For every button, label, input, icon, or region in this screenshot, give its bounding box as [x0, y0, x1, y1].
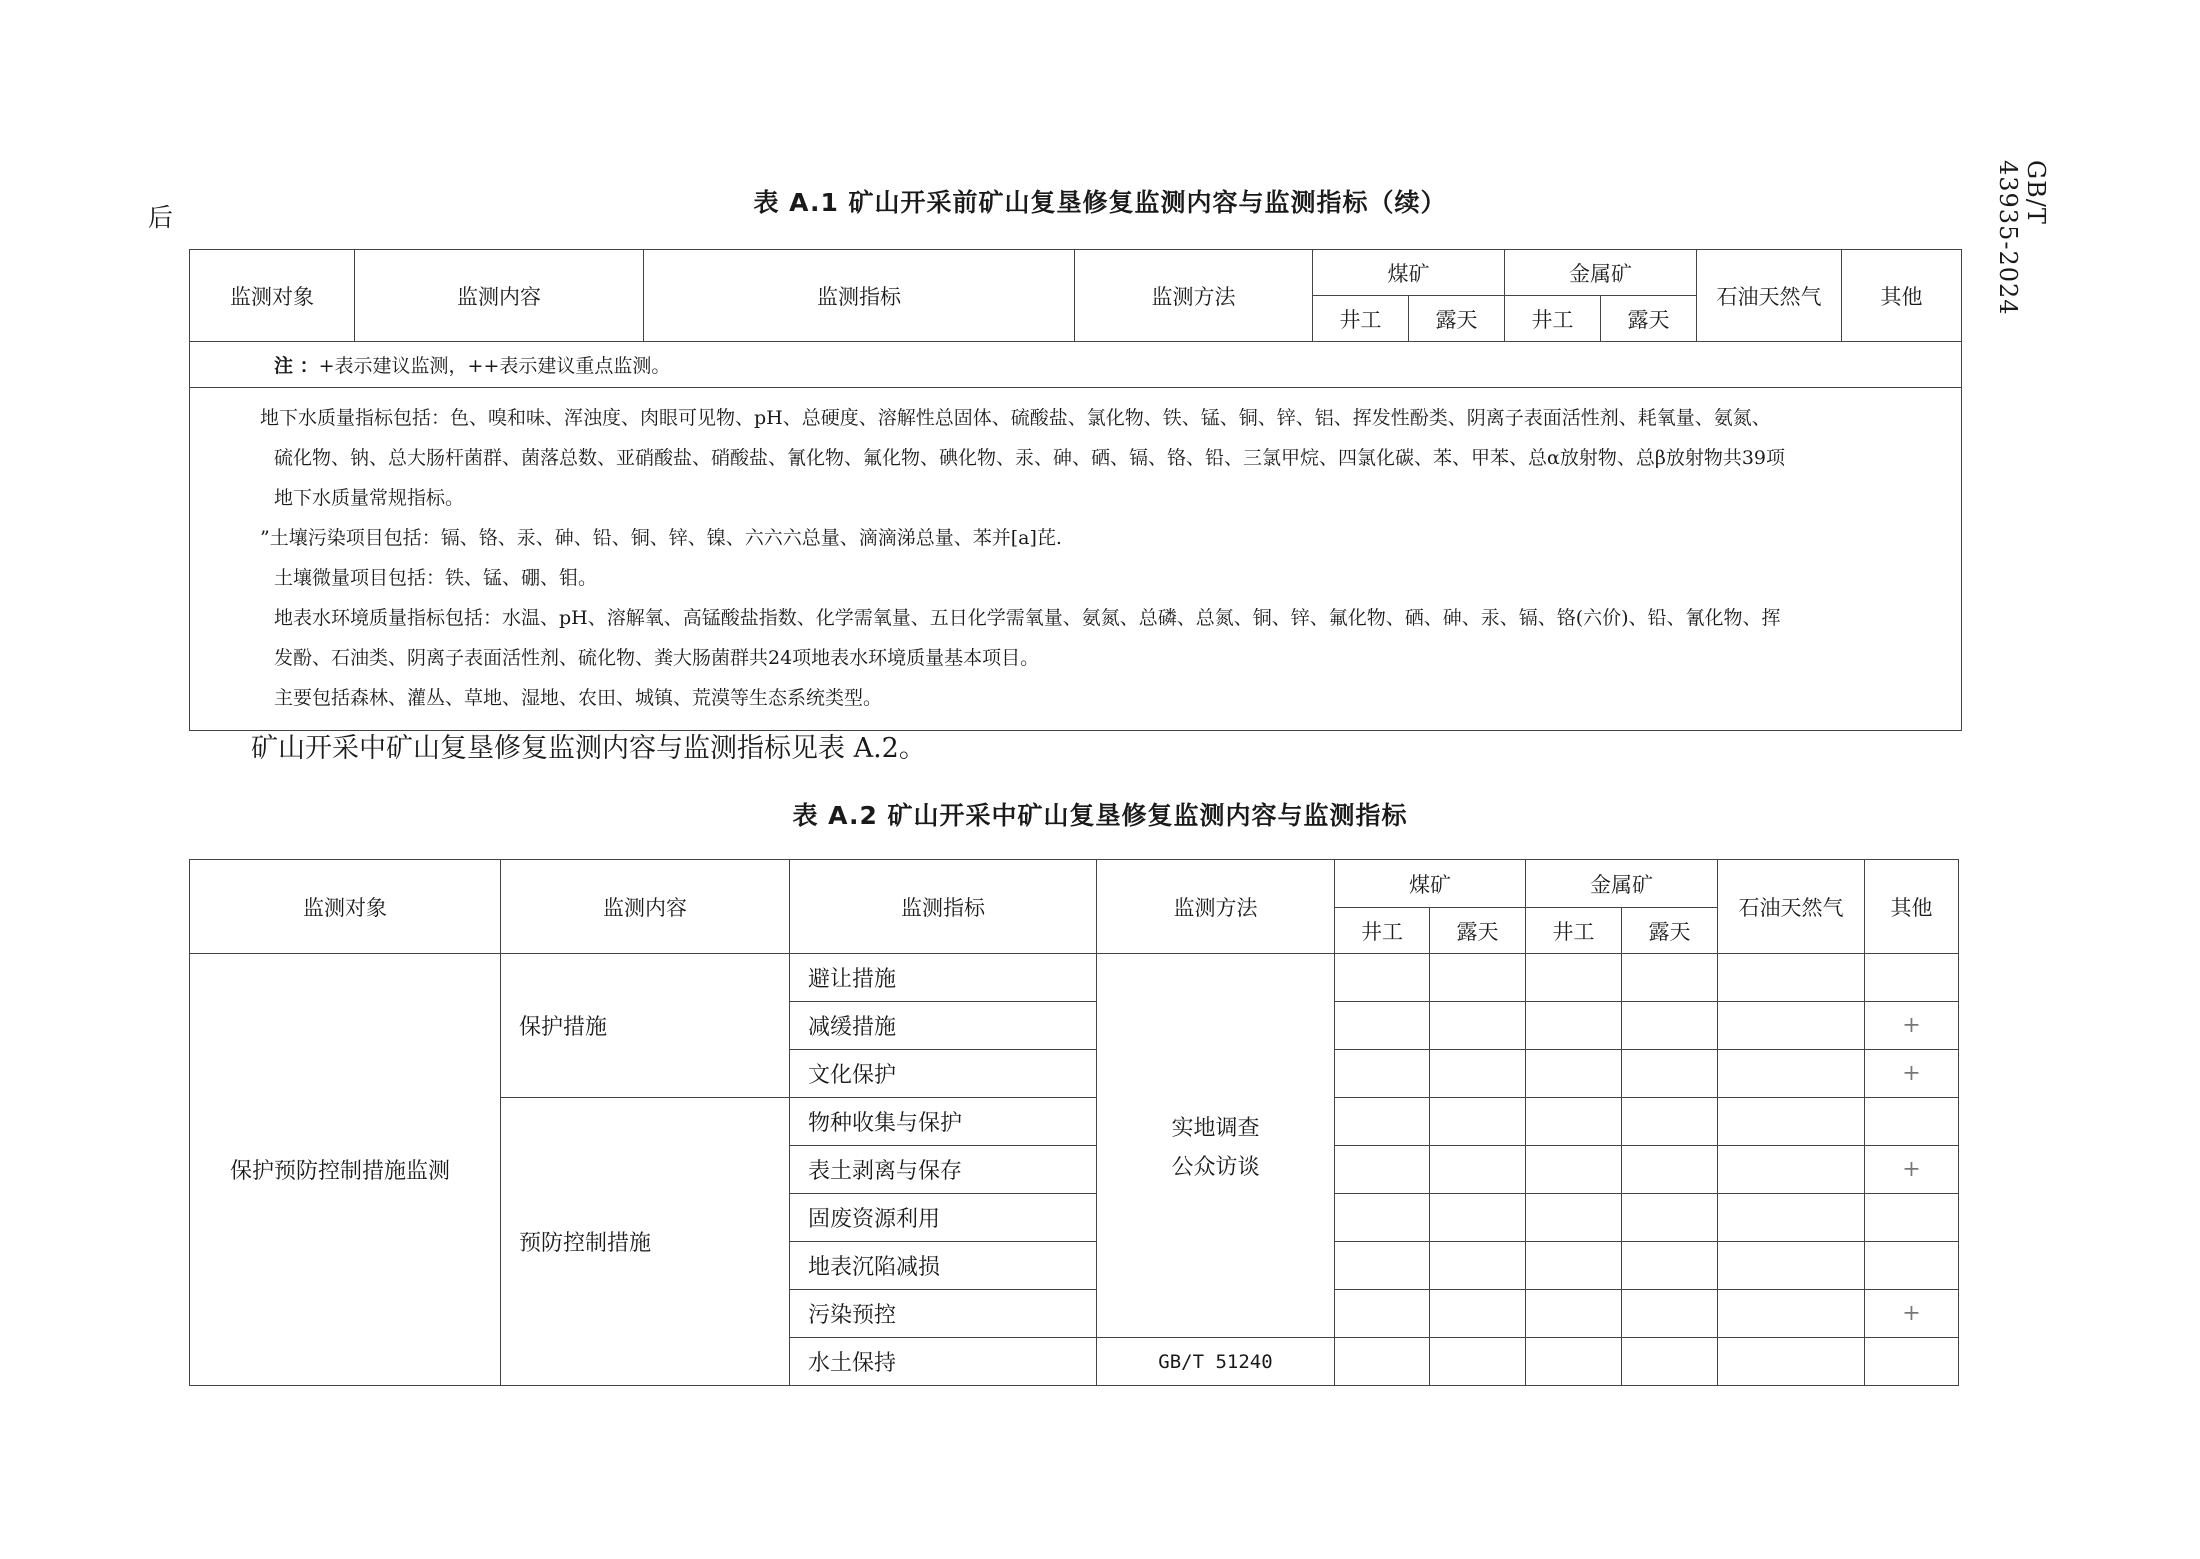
header-method: 监测方法 [1097, 860, 1335, 954]
note-label: 注 ： [274, 355, 319, 377]
other-mark: + [1865, 1290, 1959, 1338]
indicator-cell: 物种收集与保护 [790, 1098, 1097, 1146]
other-mark [1865, 1338, 1959, 1386]
table-footnotes [190, 388, 1962, 731]
footnote-line: ”土壤污染项目包括：镉、铬、汞、砷、铅、铜、锌、镍、六六六总量、滴滴涕总量、苯并[a]芘. [260, 527, 1062, 549]
footnote-line: 地表水环境质量指标包括：水温、pH、溶解氧、高锰酸盐指数、化学需氧量、五日化学需氧量、氨氮、总磷、总氮、铜、锌、氟化物、硒、砷、汞、镉、铬(六价)、铅、氰化物、挥 [274, 607, 1781, 629]
content-group-prevention: 预防控制措施 [501, 1098, 790, 1386]
other-mark [1865, 1242, 1959, 1290]
header-other: 其他 [1865, 860, 1959, 954]
header-metal-openpit: 露天 [1601, 296, 1697, 342]
table-a2-title: 表 A.2 矿山开采中矿山复垦修复监测内容与监测指标 [792, 801, 1408, 830]
table-note [190, 342, 1962, 388]
content-group-protection: 保护措施 [501, 954, 790, 1098]
header-oilgas: 石油天然气 [1697, 250, 1842, 342]
other-mark: + [1865, 1050, 1959, 1098]
table-a1-title: 表 A.1 矿山开采前矿山复垦修复监测内容与监测指标（续） [753, 188, 1447, 217]
standard-number: 43935-2024 [1994, 160, 2022, 316]
header-content: 监测内容 [501, 860, 790, 954]
body-paragraph: 矿山开采中矿山复垦修复监测内容与监测指标见表 A.2。 [251, 733, 926, 764]
header-coal: 煤矿 [1335, 860, 1526, 908]
method-line: 实地调查 [1171, 1115, 1260, 1141]
header-metal: 金属矿 [1526, 860, 1718, 908]
table-a2 [189, 859, 1959, 1386]
header-coal-underground: 井工 [1313, 296, 1409, 342]
other-mark [1865, 1194, 1959, 1242]
note-text: +表示建议监测，++表示建议重点监测。 [318, 355, 671, 377]
header-metal: 金属矿 [1505, 250, 1697, 296]
corner-character: 后 [148, 203, 174, 232]
header-metal-underground: 井工 [1505, 296, 1601, 342]
indicator-cell: 避让措施 [790, 954, 1097, 1002]
header-coal-openpit: 露天 [1409, 296, 1505, 342]
header-metal-underground: 井工 [1526, 908, 1622, 954]
header-coal: 煤矿 [1313, 250, 1505, 296]
header-coal-underground: 井工 [1335, 908, 1430, 954]
other-mark: + [1865, 1002, 1959, 1050]
object-cell: 保护预防控制措施监测 [190, 954, 501, 1386]
footnote-line: 主要包括森林、灌丛、草地、湿地、农田、城镇、荒漠等生态系统类型。 [274, 687, 883, 709]
footnote-line: 硫化物、钠、总大肠杆菌群、菌落总数、亚硝酸盐、硝酸盐、氰化物、氟化物、碘化物、汞、砷、硒、镉、铬、铅、三氯甲烷、四氯化碳、苯、甲苯、总α放射物、总β放射物共39项 [274, 447, 1785, 469]
header-indicator: 监测指标 [790, 860, 1097, 954]
standard-code: GB/T [2022, 160, 2050, 225]
method-survey [1097, 954, 1335, 1338]
other-mark [1865, 954, 1959, 1002]
method-line: 公众访谈 [1171, 1154, 1260, 1180]
indicator-cell: 水土保持 [790, 1338, 1097, 1386]
header-object: 监测对象 [190, 250, 355, 342]
footnote-line: 地下水质量指标包括：色、嗅和味、浑浊度、肉眼可见物、pH、总硬度、溶解性总固体、硫酸盐、氯化物、铁、锰、铜、锌、铝、挥发性酚类、阴离子表面活性剂、耗氧量、氨氮、 [260, 407, 1771, 429]
other-mark: + [1865, 1146, 1959, 1194]
other-mark [1865, 1098, 1959, 1146]
indicator-cell: 表土剥离与保存 [790, 1146, 1097, 1194]
header-method: 监测方法 [1075, 250, 1313, 342]
header-indicator: 监测指标 [644, 250, 1075, 342]
method-standard: GB/T 51240 [1097, 1338, 1335, 1386]
footnote-line: 地下水质量常规指标。 [274, 487, 465, 509]
indicator-cell: 污染预控 [790, 1290, 1097, 1338]
header-other: 其他 [1842, 250, 1962, 342]
footnote-line: 发酚、石油类、阴离子表面活性剂、硫化物、粪大肠菌群共24项地表水环境质量基本项目。 [274, 647, 1040, 669]
header-metal-openpit: 露天 [1622, 908, 1718, 954]
table-a1 [189, 249, 1962, 731]
header-oilgas: 石油天然气 [1718, 860, 1865, 954]
indicator-cell: 减缓措施 [790, 1002, 1097, 1050]
indicator-cell: 固废资源利用 [790, 1194, 1097, 1242]
header-content: 监测内容 [355, 250, 644, 342]
header-coal-openpit: 露天 [1430, 908, 1526, 954]
header-object: 监测对象 [190, 860, 501, 954]
indicator-cell: 文化保护 [790, 1050, 1097, 1098]
footnote-line: 土壤微量项目包括：铁、锰、硼、钼。 [274, 567, 598, 589]
indicator-cell: 地表沉陷减损 [790, 1242, 1097, 1290]
